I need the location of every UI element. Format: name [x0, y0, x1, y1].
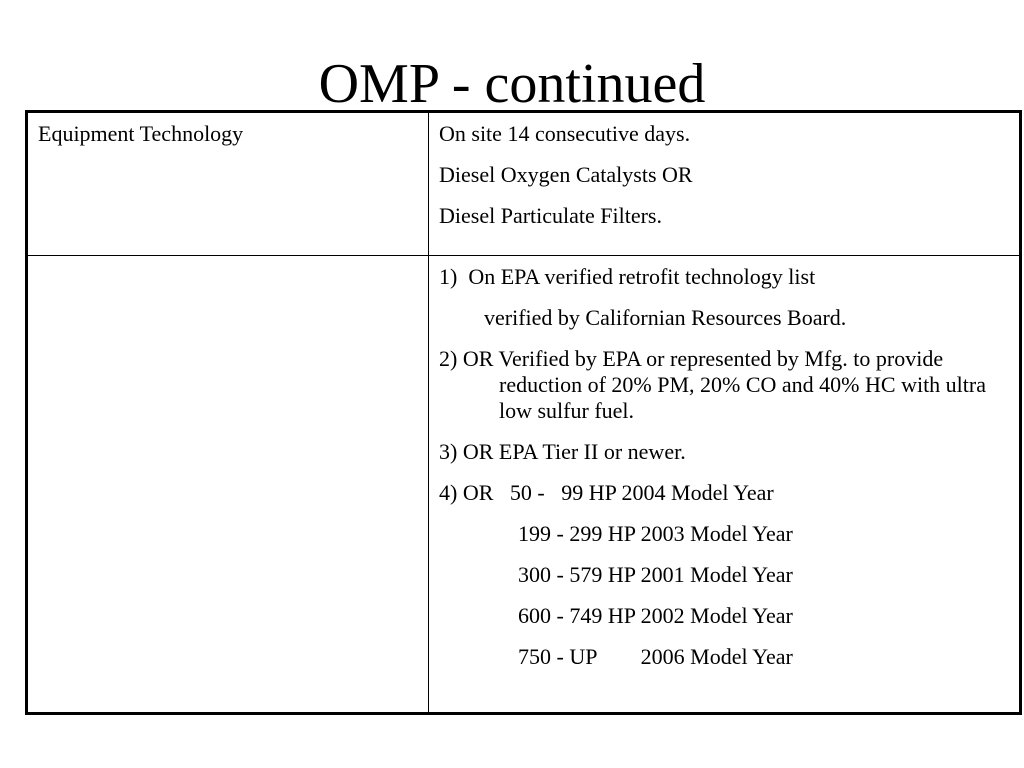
requirement-line: Diesel Oxygen Catalysts OR: [439, 162, 693, 187]
requirement-cell: [429, 256, 1021, 714]
slide-title: OMP - continued: [318, 53, 706, 115]
requirement-line: Diesel Particulate Filters.: [439, 203, 662, 228]
model-year-row: 600 - 749 HP 2002 Model Year: [518, 603, 793, 628]
omp-requirements-table: [25, 110, 1022, 715]
empty-cell: [27, 256, 429, 714]
list-item-1: 1) On EPA verified retrofit technology list: [439, 264, 816, 289]
requirement-line: On site 14 consecutive days.: [439, 121, 691, 146]
model-year-row: 750 - UP 2006 Model Year: [518, 644, 793, 669]
model-year-row: 300 - 579 HP 2001 Model Year: [518, 562, 793, 587]
list-item-4: 4) OR 50 - 99 HP 2004 Model Year: [439, 480, 774, 505]
list-item-3: 3) OR EPA Tier II or newer.: [439, 439, 686, 464]
category-cell: [27, 112, 429, 256]
list-item-2: 2) OR Verified by EPA or represented by Mfg. to provide reduction of 20% PM, 20% CO and 40% HC with ultra low sulfur fuel.: [439, 346, 986, 423]
requirement-cell: [429, 112, 1021, 256]
model-year-row: 199 - 299 HP 2003 Model Year: [518, 521, 793, 546]
table-row: [27, 256, 1021, 714]
category-label: Equipment Technology: [38, 121, 244, 146]
table-row: [27, 112, 1021, 256]
list-item-1-continuation: verified by Californian Resources Board.: [484, 305, 847, 330]
